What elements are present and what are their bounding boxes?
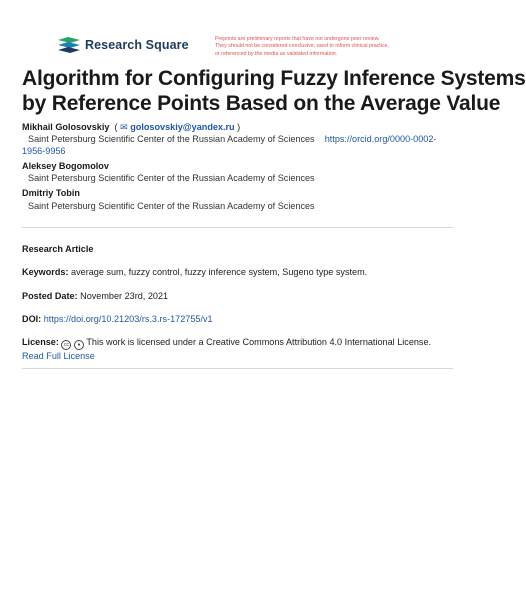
divider [22, 368, 453, 369]
disclaimer-line: Preprints are preliminary reports that have not undergone peer review. [215, 36, 380, 42]
orcid-link-continued[interactable]: 1956-9956 [22, 146, 66, 157]
divider [22, 227, 453, 228]
author-entry [22, 187, 452, 211]
disclaimer-line: or referenced by the media as validated information. [215, 50, 338, 57]
author-name: Aleksey Bogomolov [22, 161, 109, 172]
doi-row [22, 313, 213, 325]
paper-title [22, 66, 526, 116]
research-square-logo-icon [57, 36, 81, 53]
author-entry [22, 160, 452, 184]
author-affiliation [22, 133, 452, 145]
posted-date-text: November 23rd, 2021 [80, 291, 169, 301]
orcid-link[interactable]: https://orcid.org/0000-0002- [324, 134, 437, 145]
author-name: Dmitriy Tobin [22, 188, 80, 199]
author-entry [22, 121, 452, 157]
creative-commons-icon: cc [61, 340, 71, 350]
affiliation-text: Saint Petersburg Scientific Center of the Russian Academy of Sciences [28, 134, 315, 145]
license-label: License: [22, 337, 59, 347]
open-paren: ( [111, 122, 118, 132]
author-list [22, 121, 452, 215]
research-square-logo[interactable] [57, 36, 189, 53]
article-type [22, 243, 93, 255]
title-line: Algorithm for Configuring Fuzzy Inference Systems [22, 67, 526, 90]
disclaimer-line: They should not be considered conclusive, used to inform clinical practice, [215, 43, 390, 50]
envelope-icon: ✉ [120, 122, 128, 132]
email-link[interactable] [120, 122, 237, 132]
license-text: This work is licensed under a Creative Commons Attribution 4.0 International License. [86, 337, 432, 347]
keywords-text: average sum, fuzzy control, fuzzy inference system, Sugeno type system. [71, 267, 368, 277]
attribution-icon: ● [74, 340, 84, 350]
article-type-text: Research Article [22, 244, 94, 254]
doi-link[interactable]: https://doi.org/10.21203/rs.3.rs-172755/v1 [43, 314, 213, 324]
email-address: golosovskiy@yandex.ru [130, 122, 235, 132]
posted-date-label: Posted Date: [22, 291, 78, 301]
author-affiliation: Saint Petersburg Scientific Center of the Russian Academy of Sciences [28, 200, 315, 211]
author-name: Mikhail Golosovskiy [22, 122, 110, 132]
author-affiliation: Saint Petersburg Scientific Center of the Russian Academy of Sciences [28, 173, 315, 184]
read-full-license-link[interactable]: Read Full License [22, 351, 95, 361]
page-header [0, 0, 474, 62]
doi-label: DOI: [22, 314, 42, 324]
posted-date-row [22, 290, 168, 302]
preprint-disclaimer [215, 36, 445, 58]
close-paren: ) [237, 122, 241, 132]
license-row [22, 336, 453, 362]
logo-text: Research Square [85, 37, 189, 52]
title-line: by Reference Points Based on the Average Value [22, 92, 501, 115]
keywords-label: Keywords: [22, 267, 69, 277]
keywords-row [22, 266, 367, 278]
